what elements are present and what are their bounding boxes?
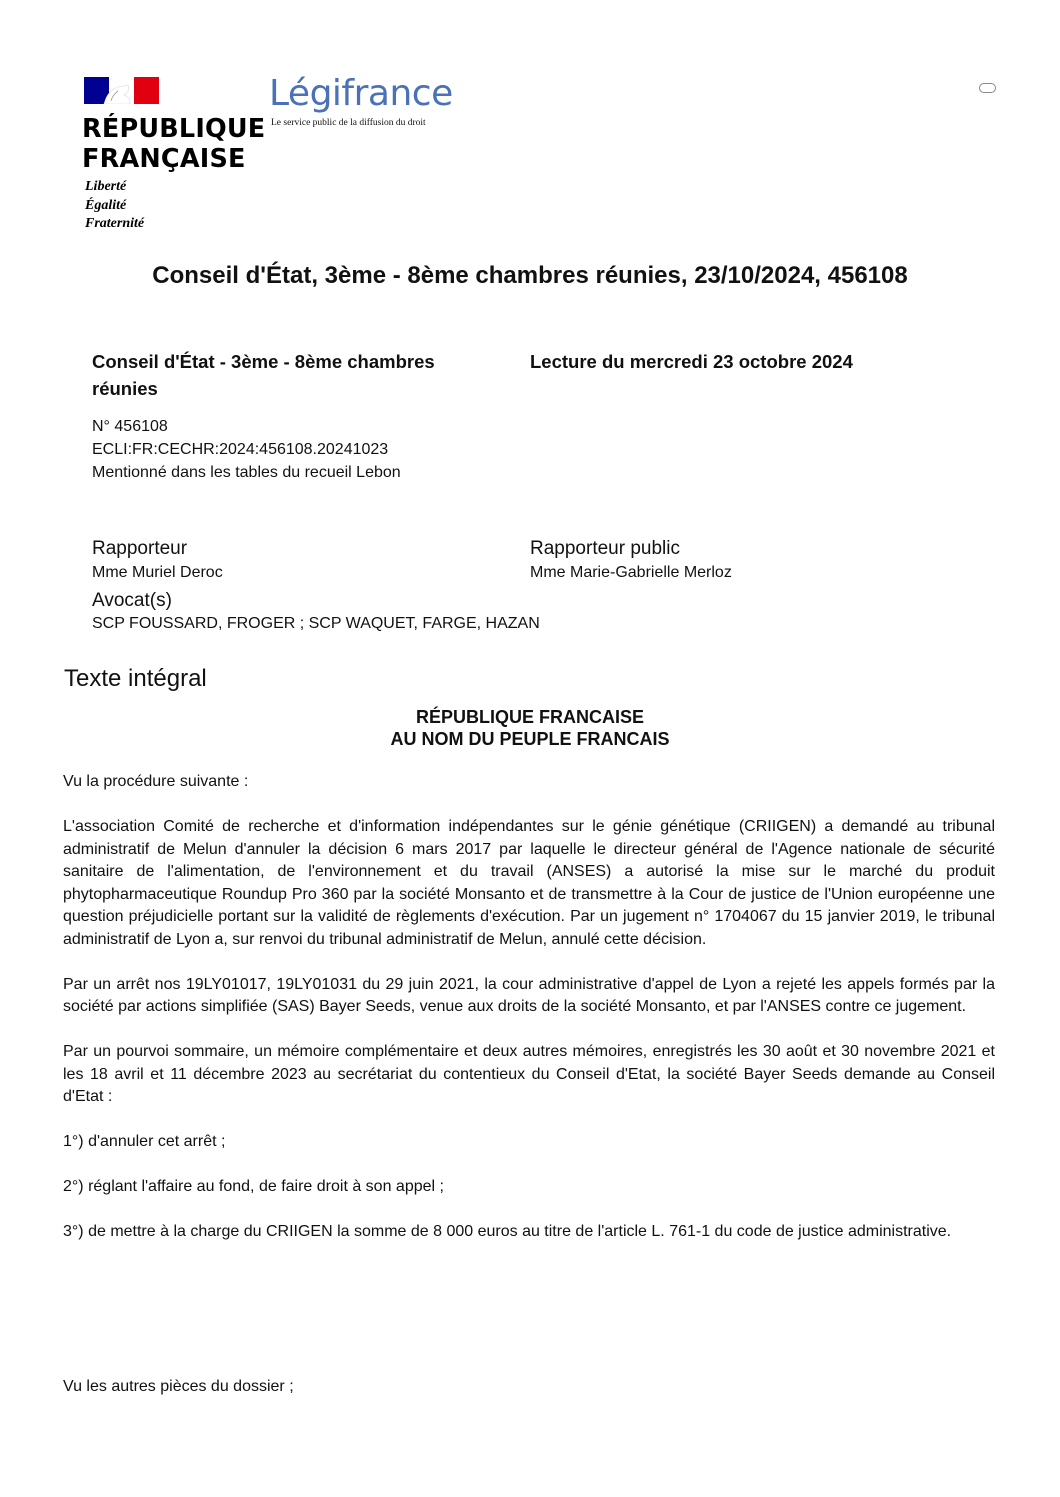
lecture-date: Lecture du mercredi 23 octobre 2024 [530,351,853,372]
paragraph: Par un pourvoi sommaire, un mémoire complémentaire et deux autres mémoires, enregistrés les 30 août et 30 novembre 2021 et les 18 avril et 11 décembre 2023 au secrétariat du contentieux du Conseil d'Etat, la société Bayer Seeds demande au Conseil d'Etat : [63,1043,995,1105]
rapporteur-public-name: Mme Marie-Gabrielle Merloz [530,564,732,581]
legifrance-tagline: Le service public de la diffusion du droit [271,118,426,128]
decision-header: RÉPUBLIQUE FRANCAISE AU NOM DU PEUPLE FRANCAIS [390,707,670,749]
rapporteur-label: Rapporteur [92,538,188,559]
chamber-name: Conseil d'État - 3ème - 8ème chambres réunies [92,351,435,399]
toggle-icon [979,83,996,93]
paragraph: 3°) de mettre à la charge du CRIIGEN la somme de 8 000 euros au titre de l'article L. 761-1 du code de justice administrative. [63,1223,952,1240]
page-title: Conseil d'État, 3ème - 8ème chambres réunies, 23/10/2024, 456108 [152,262,908,289]
paragraph: 2°) réglant l'affaire au fond, de faire droit à son appel ; [63,1178,444,1195]
paragraph: L'association Comité de recherche et d'information indépendantes sur le génie génétique (CRIIGEN) a demandé au tribunal administratif de Melun d'annuler la décision 6 mars 2017 par laquelle le directeur général de l'Agence nationale de sécurité sanitaire de l'alimentation, de l'environnement et du travail (ANSES) a autorisé la mise sur le marché du produit phytopharmaceutique Roundup Pro 360 par la société Monsanto et de transmettre à la Cour de justice de l'Union européenne une question préjudicielle portant sur la validité de règlements d'exécution. Par un jugement n° 1704067 du 15 janvier 2019, le tribunal administratif de Lyon a, sur renvoi du tribunal administratif de Melun, annulé cette décision. [63,818,995,948]
paragraph: 1°) d'annuler cet arrêt ; [63,1133,226,1150]
avocats-names: SCP FOUSSARD, FROGER ; SCP WAQUET, FARGE, HAZAN [92,615,540,632]
case-info [92,415,401,484]
french-flag-marianne-icon [84,77,159,104]
paragraph: Vu la procédure suivante : [63,773,249,790]
paragraph: Par un arrêt nos 19LY01017, 19LY01031 du 29 juin 2021, la cour administrative d'appel de Lyon a rejeté les appels formés par la société par actions simplifiée (SAS) Bayer Seeds, venue aux droits de la société Monsanto, et par l'ANSES contre ce jugement. [63,975,995,1015]
case-number: N° 456108 [92,418,168,435]
rapporteur-public-label: Rapporteur public [530,538,680,559]
section-title: Texte intégral [64,665,207,692]
avocats-label: Avocat(s) [92,590,172,611]
lebon-mention: Mentionné dans les tables du recueil Lebon [92,464,401,481]
ecli: ECLI:FR:CECHR:2024:456108.20241023 [92,441,389,458]
republique-francaise-logo-text: RÉPUBLIQUE FRANÇAISE [82,114,266,174]
legifrance-logo[interactable]: Légifrance [269,73,453,114]
rapporteur-name: Mme Muriel Deroc [92,564,223,581]
motto: Liberté Égalité Fraternité [85,179,145,231]
decision-body [63,771,995,1266]
closing-paragraph: Vu les autres pièces du dossier ; [63,1378,294,1395]
